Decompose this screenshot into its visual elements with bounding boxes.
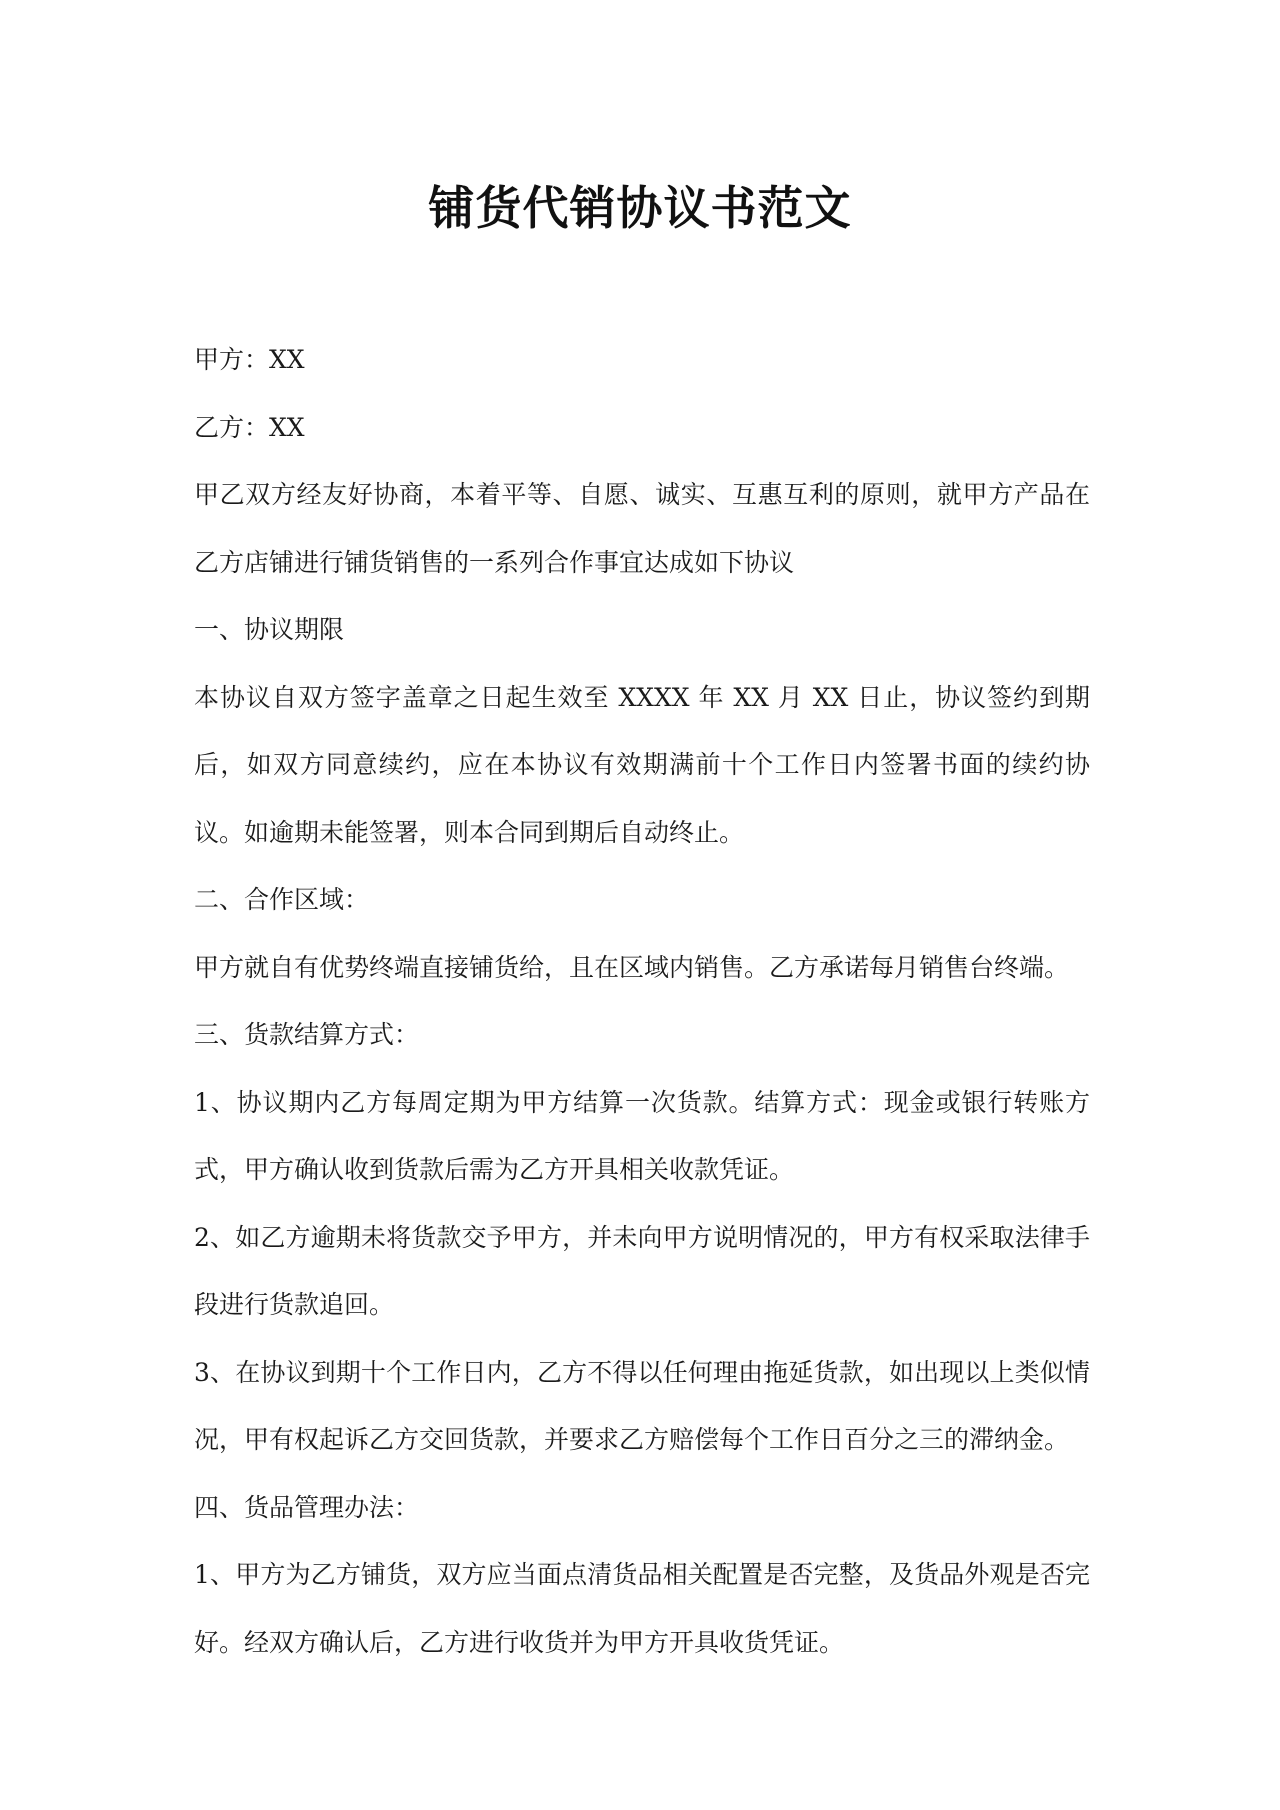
preamble-paragraph: 甲乙双方经友好协商，本着平等、自愿、诚实、互惠互利的原则，就甲方产品在乙方店铺进行铺货销售的一系列合作事宜达成如下协议 xyxy=(194,480,1090,577)
term-paragraph: 本协议自双方签字盖章之日起生效至 XXXX 年 XX 月 XX 日止，协议签约到期后，如双方同意续约，应在本协议有效期满前十个工作日内签署书面的续约协议。如逾期未能签署，则本合同到期后自动终止。 xyxy=(194,682,1090,847)
section-heading-region: 二、合作区域： xyxy=(194,885,370,914)
section-heading-settlement: 三、货款结算方式： xyxy=(194,1020,420,1049)
document-title: 铺货代销协议书范文 xyxy=(428,181,852,235)
goods-management-clause-1: 1、甲方为乙方铺货，双方应当面点清货品相关配置是否完整，及货品外观是否完好。经双方确认后，乙方进行收货并为甲方开具收货凭证。 xyxy=(194,1560,1090,1657)
settlement-clause-2: 2、如乙方逾期未将货款交予甲方，并未向甲方说明情况的，甲方有权采取法律手段进行货款追回。 xyxy=(194,1222,1090,1319)
party-a-line: 甲方：XX xyxy=(194,345,305,374)
settlement-clause-3: 3、在协议到期十个工作日内，乙方不得以任何理由拖延货款，如出现以上类似情况，甲有权起诉乙方交回货款，并要求乙方赔偿每个工作日百分之三的滞纳金。 xyxy=(194,1357,1090,1454)
section-heading-goods-management: 四、货品管理办法： xyxy=(194,1492,420,1522)
document-body xyxy=(194,326,1090,1676)
settlement-clause-1: 1、协议期内乙方每周定期为甲方结算一次货款。结算方式：现金或银行转账方式，甲方确认收到货款后需为乙方开具相关收款凭证。 xyxy=(194,1087,1090,1184)
party-b-line: 乙方：XX xyxy=(194,412,305,442)
section-heading-term: 一、协议期限 xyxy=(194,615,345,644)
region-paragraph: 甲方就自有优势终端直接铺货给，且在区域内销售。乙方承诺每月销售台终端。 xyxy=(194,952,1070,982)
